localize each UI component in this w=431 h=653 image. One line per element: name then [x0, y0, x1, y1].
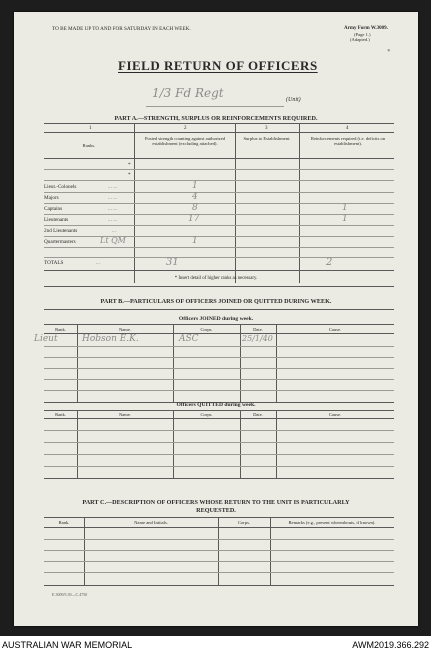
quitted-divider	[240, 410, 241, 478]
quitted-row-rule	[44, 466, 394, 467]
rank-captains: Captains	[44, 206, 63, 212]
part-c-divider	[270, 517, 271, 585]
part-c-col-corps: Corps.	[237, 520, 251, 525]
unit-label: (Unit)	[286, 97, 301, 103]
col-number-4: 4	[346, 126, 349, 131]
quitted-divider	[173, 410, 174, 478]
rank-lieutenants: Lieutenants	[44, 217, 69, 223]
header-rule	[44, 158, 394, 159]
part-c-col-rank: Rank.	[58, 520, 70, 525]
joined-title: Officers JOINED during week.	[178, 316, 254, 322]
part-c-row-rule	[44, 561, 394, 562]
row-rule	[44, 257, 394, 258]
joined-row-rule	[44, 357, 394, 358]
part-a-footnote: * Insert detail of higher ranks as necessary.	[174, 276, 258, 281]
row-rule	[44, 236, 394, 237]
col-header-posted: Posted strength counting against authorized establishment (excluding attached).	[144, 136, 226, 147]
col-number-3: 3	[265, 126, 268, 131]
star-row-1: *	[128, 162, 131, 168]
unit-underline	[146, 106, 284, 107]
part-c-row-rule	[44, 550, 394, 551]
part-b-top-rule	[44, 309, 394, 310]
dot-leader: ...	[96, 260, 100, 266]
joined-col-cause: Cause.	[328, 327, 342, 332]
row-rule	[44, 247, 394, 248]
part-c-title-line2: REQUESTED.	[196, 507, 236, 514]
joined-col-name: Name.	[118, 327, 132, 332]
posted-lieutenants: 17	[188, 214, 200, 224]
totals-rule	[44, 270, 394, 271]
part-c-divider	[218, 517, 219, 585]
quitted-col-cause: Cause.	[328, 412, 342, 417]
part-c-divider	[84, 517, 85, 585]
quitted-row-rule	[44, 442, 394, 443]
joined-rank-value: Lieut	[34, 334, 58, 344]
quitted-title: Officers QUITTED during week.	[176, 402, 256, 408]
rank-2nd-lieutenants: 2nd Lieutenants	[44, 228, 78, 234]
col-number-2: 2	[184, 126, 187, 131]
form-page-number: (Page 1.)	[354, 32, 371, 37]
totals-reinforcements: 2	[326, 257, 333, 268]
rank-quartermasters: Quartermasters	[44, 239, 76, 245]
part-c-row-rule	[44, 539, 394, 540]
posted-majors: 4	[192, 192, 198, 202]
qm-note-handwritten: Lt QM	[100, 236, 126, 245]
quitted-col-name: Name.	[118, 412, 132, 417]
reinf-lieutenants: 1	[342, 214, 348, 224]
totals-posted: 31	[166, 257, 179, 268]
unit-handwritten: 1/3 Fd Regt	[152, 86, 224, 100]
totals-label: TOTALS	[44, 260, 64, 266]
dot-leader: ...	[112, 228, 116, 234]
part-c-col-name: Name and Initials.	[134, 520, 168, 525]
quitted-divider	[276, 410, 277, 478]
quitted-header-rule	[44, 418, 394, 419]
joined-col-rank: Rank.	[55, 327, 66, 332]
quitted-row-rule	[44, 454, 394, 455]
dot-leader: ... ...	[108, 206, 118, 212]
joined-row-rule	[44, 390, 394, 391]
row-rule	[44, 169, 394, 170]
row-rule	[44, 225, 394, 226]
form-page	[14, 12, 418, 626]
joined-corps-value: ASC	[179, 334, 199, 344]
joined-header-top-rule	[44, 324, 394, 325]
archive-reference: AWM2019.366.292	[352, 640, 429, 650]
form-title: FIELD RETURN OF OFFICERS	[118, 58, 318, 73]
part-c-title-line1: PART C.—DESCRIPTION OF OFFICERS WHOSE RETURN TO THE UNIT IS PARTICULARLY	[82, 499, 350, 506]
col-header-surplus: Surplus to Establishment.	[243, 136, 291, 141]
col-number-rule	[44, 132, 394, 133]
part-a-title: PART A.—STRENGTH, SURPLUS OR REINFORCEMENTS REQUIRED.	[114, 115, 318, 122]
quitted-row-rule	[44, 430, 394, 431]
joined-row-rule	[44, 368, 394, 369]
dot-leader: ... ...	[108, 184, 118, 190]
part-b-title: PART B.—PARTICULARS OF OFFICERS JOINED OR QUITTED DURING WEEK.	[100, 298, 332, 305]
col-number-1: 1	[89, 126, 92, 131]
form-number: Army Form W.3009.	[344, 26, 388, 31]
joined-row-rule	[44, 379, 394, 380]
part-a-top-rule	[44, 123, 394, 124]
reinf-captains: 1	[342, 203, 348, 213]
part-b-bottom-rule	[44, 478, 394, 479]
archive-name: AUSTRALIAN WAR MEMORIAL	[2, 640, 133, 650]
quitted-col-rank: Rank.	[55, 412, 66, 417]
star-row-2: *	[128, 172, 131, 178]
joined-col-corps: Corps.	[200, 327, 213, 332]
col-header-ranks: Ranks.	[82, 143, 96, 148]
rank-majors: Majors	[44, 195, 59, 201]
part-c-top-rule	[44, 517, 394, 518]
col-header-reinforcements: Reinforcements required (i.e. deficits on establishment).	[310, 136, 386, 147]
rank-lieut-colonels: Lieut.-Colonels	[44, 184, 77, 190]
quitted-header-top-rule	[44, 410, 394, 411]
joined-row-rule	[44, 346, 394, 347]
part-c-col-remarks: Remarks (e.g., present whereabouts, if known).	[288, 520, 376, 525]
row-rule	[44, 192, 394, 193]
quitted-divider	[77, 410, 78, 478]
printer-note: E.3009/5.39—C.4750	[52, 592, 88, 597]
joined-col-date: Date.	[253, 327, 263, 332]
instruction-text: TO BE MADE UP TO AND FOR SATURDAY IN EACH WEEK.	[52, 26, 191, 32]
joined-name-value: Hobson E.K.	[82, 334, 139, 344]
dot-leader: ... ...	[108, 195, 118, 201]
part-c-row-rule	[44, 572, 394, 573]
dot-leader: ... ...	[108, 217, 118, 223]
joined-date-value: 25/1/40	[242, 334, 273, 343]
binding-mark: •	[387, 46, 391, 57]
part-a-bottom-rule	[44, 286, 394, 287]
posted-captains: 8	[192, 203, 198, 213]
quitted-col-date: Date.	[253, 412, 263, 417]
archive-footer	[0, 636, 431, 653]
posted-lieut-colonels: 1	[192, 181, 198, 191]
posted-quartermasters: 1	[192, 236, 198, 246]
row-rule	[44, 180, 394, 181]
part-c-header-rule	[44, 527, 394, 528]
form-adapted: (Adapted.)	[350, 37, 370, 42]
part-c-bottom-rule	[44, 585, 394, 586]
quitted-col-corps: Corps.	[200, 412, 213, 417]
